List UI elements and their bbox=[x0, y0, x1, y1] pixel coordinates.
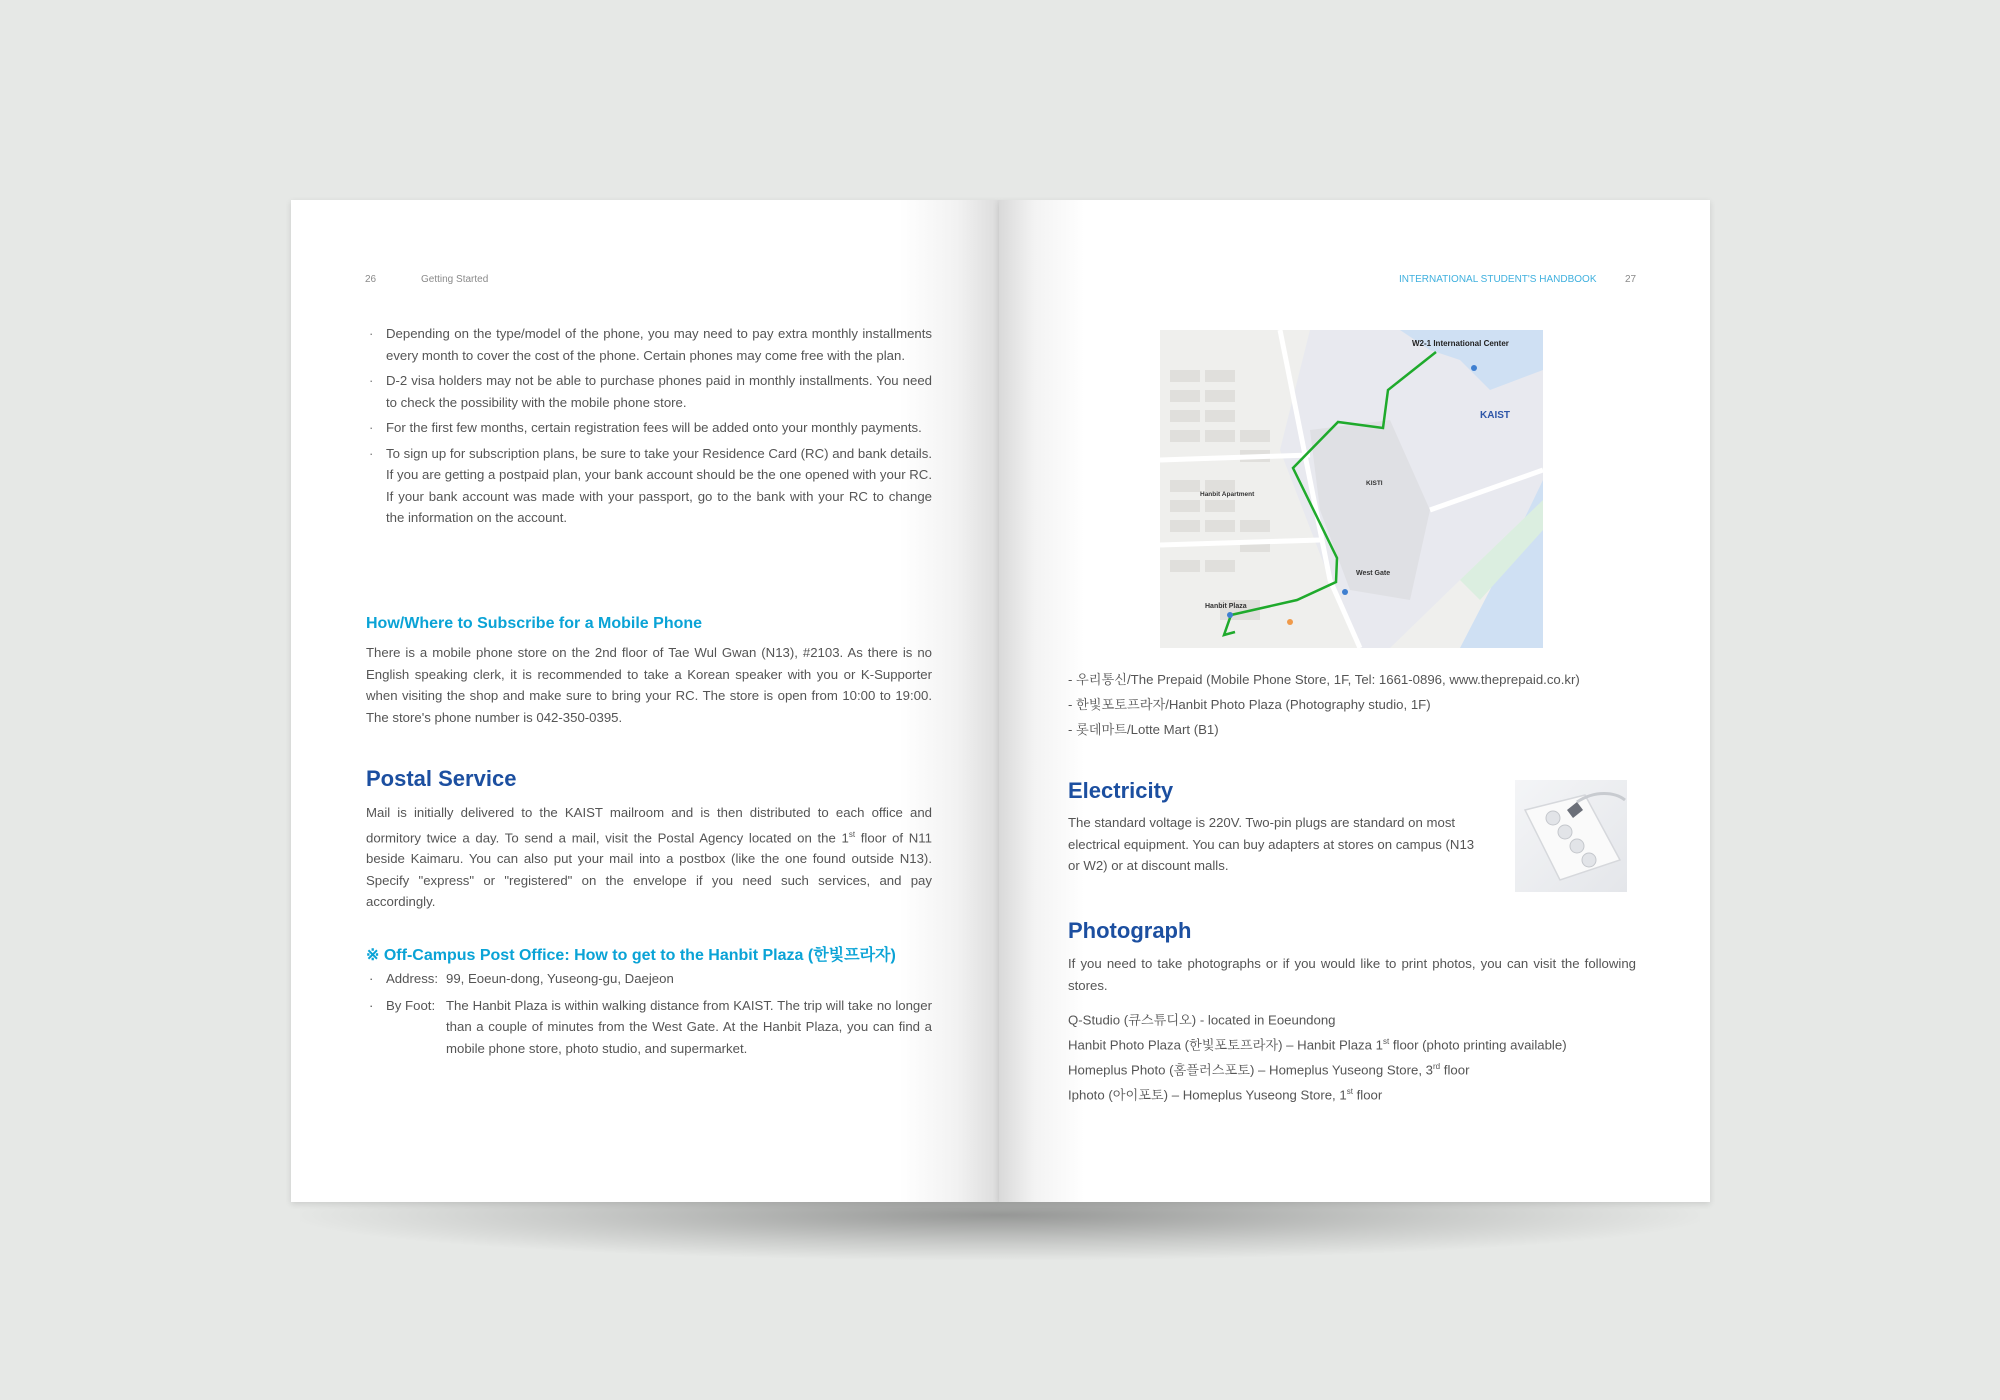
photograph-text: If you need to take photographs or if you would like to print photos, you can visit the following stores. bbox=[1068, 956, 1636, 993]
photo-store-item: Iphoto (아이포토) – Homeplus Yuseong Store, 1st floor bbox=[1068, 1086, 1383, 1103]
byfoot-row: · By Foot: The Hanbit Plaza is within walking distance from KAIST. The trip will take no longer than a couple of minutes from the West Gate. At the Hanbit Plaza, you can find a mobile phone store, photo studio, and supermarket. bbox=[367, 995, 932, 1060]
photo-store-item: Hanbit Photo Plaza (한빛포토프라자) – Hanbit Plaza 1st floor (photo printing available) bbox=[1068, 1036, 1567, 1053]
postal-text-sup: st bbox=[848, 829, 856, 839]
offcampus-heading: ※ Off-Campus Post Office: How to get to the Hanbit Plaza (한빛프라자) bbox=[366, 947, 896, 964]
postal-text-part: floor of N11 beside Kaimaru. You can also put your mail into a postbox (like the one found outside N13). Specify "express" or "registered" on the envelope if you need such services, and pay accordingly. bbox=[366, 829, 932, 910]
power-strip-image bbox=[1515, 780, 1627, 892]
byfoot-value: The Hanbit Plaza is within walking distance from KAIST. The trip will take no longer than a couple of minutes from the West Gate. At the Hanbit Plaza, you can find a mobile phone store, photo studio, and supermarket. bbox=[446, 997, 932, 1056]
map-label-hanbit-plaza: Hanbit Plaza bbox=[1205, 603, 1247, 610]
postal-text bbox=[366, 802, 932, 913]
store-list-item: - 한빛포토프라자/Hanbit Photo Plaza (Photography studio, 1F) bbox=[1068, 697, 1431, 712]
left-page bbox=[291, 200, 999, 1202]
bullet-item: · For the first few months, certain registration fees will be added onto your monthly payments. bbox=[367, 417, 932, 439]
bullet-item: · Depending on the type/model of the phone, you may need to pay extra monthly installments every month to cover the cost of the phone. Certain phones may come free with the plan. bbox=[367, 323, 932, 366]
photo-store-item: Homeplus Photo (홈플러스포토) – Homeplus Yuseong Store, 3rd floor bbox=[1068, 1061, 1470, 1078]
phone-bullets bbox=[367, 323, 932, 529]
bullet-item: · D-2 visa holders may not be able to purchase phones paid in monthly installments. You need to check the possibility with the mobile phone store. bbox=[367, 370, 932, 413]
photo-store-item: Q-Studio (큐스튜디오) - located in Eoeundong bbox=[1068, 1012, 1336, 1028]
page-number: 27 bbox=[1625, 274, 1637, 285]
page-number: 26 bbox=[365, 274, 377, 285]
subscribe-text: There is a mobile phone store on the 2nd floor of Tae Wul Gwan (N13), #2103. As there is no English speaking clerk, it is recommended to take a Korean speaker with you or K-Supporter when visiting the shop and make sure to bring your RC. The store is open from 10:00 to 19:00. The store's phone number is 042-350-0395. bbox=[366, 645, 932, 725]
bullet-list-block bbox=[367, 323, 932, 533]
right-page bbox=[999, 200, 1710, 1202]
running-head: INTERNATIONAL STUDENT'S HANDBOOK bbox=[1399, 274, 1597, 285]
store-list-item: - 우리통신/The Prepaid (Mobile Phone Store, 1F, Tel: 1661-0896, www.theprepaid.co.kr) bbox=[1068, 672, 1580, 687]
map-label-hanbit-apartment: Hanbit Apartment bbox=[1200, 491, 1255, 498]
bullet-item: · To sign up for subscription plans, be sure to take your Residence Card (RC) and bank details. If you are getting a postpaid plan, your bank account should be the one opened with your RC. If your bank account was made with your passport, go to the bank with your RC to change the information on the account. bbox=[367, 443, 932, 529]
address-value: 99, Eoeun-dong, Yuseong-gu, Daejeon bbox=[446, 971, 674, 986]
address-row: · Address: 99, Eoeun-dong, Yuseong-gu, Daejeon bbox=[367, 968, 932, 990]
map-label-kisti: KISTI bbox=[1366, 480, 1383, 487]
map-graphic bbox=[1160, 330, 1543, 648]
postal-heading: Postal Service bbox=[366, 766, 517, 791]
electricity-text: The standard voltage is 220V. Two-pin plugs are standard on most electrical equipment. You can buy adapters at stores on campus (N13 or W2) or at discount malls. bbox=[1068, 815, 1475, 873]
offcampus-details bbox=[367, 968, 932, 1059]
electricity-heading: Electricity bbox=[1068, 778, 1174, 803]
postal-text-part: Mail is initially delivered to the KAIST mailroom and is then distributed to each office and dormitory twice a day. To send a mail, visit the Postal Agency located on the 1 bbox=[366, 805, 932, 845]
campus-map bbox=[1160, 330, 1543, 648]
map-label-west-gate: West Gate bbox=[1356, 570, 1391, 577]
power-strip-icon bbox=[1515, 780, 1627, 892]
photograph-heading: Photograph bbox=[1068, 918, 1192, 943]
section-label: Getting Started bbox=[421, 274, 489, 285]
store-list-item: - 롯데마트/Lotte Mart (B1) bbox=[1068, 722, 1219, 737]
map-label-kaist: KAIST bbox=[1480, 410, 1510, 421]
subscribe-heading: How/Where to Subscribe for a Mobile Phone bbox=[366, 615, 703, 632]
map-label-international-center: W2-1 International Center bbox=[1412, 339, 1509, 348]
photo-store-list bbox=[1068, 1006, 1636, 1106]
byfoot-label: By Foot: bbox=[386, 997, 436, 1013]
address-label: Address: bbox=[386, 971, 439, 986]
